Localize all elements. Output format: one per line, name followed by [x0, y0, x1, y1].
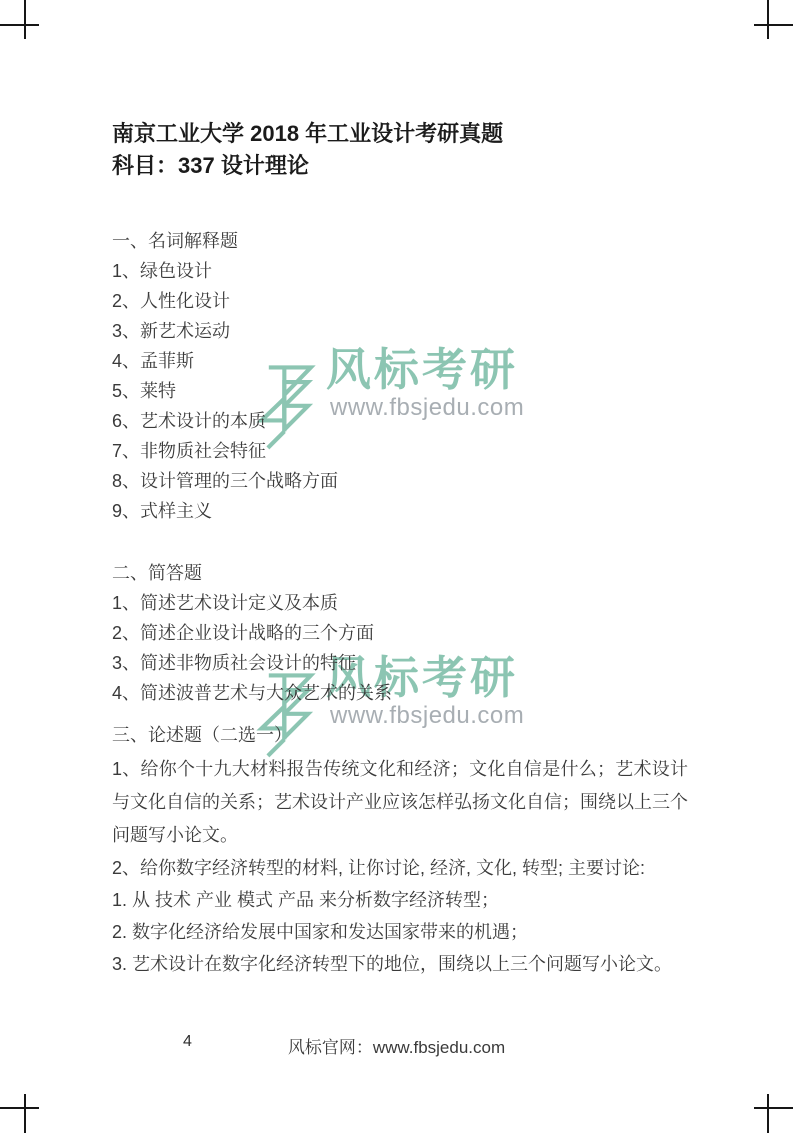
section-heading: 二、简答题 [112, 563, 202, 583]
essay-question-2-point-3: 3. 艺术设计在数字化经济转型下的地位，围绕以上三个问题写小论文。 [112, 954, 673, 974]
question-item: 3、简述非物质社会设计的特征 [112, 653, 357, 673]
title-line-2: 科目：337 设计理论 [112, 153, 309, 178]
page-number: 4 [183, 1033, 192, 1050]
watermark-url-text: www.fbsjedu.com [330, 394, 525, 421]
essay-question-2: 2、给你数字经济转型的材料, 让你讨论, 经济, 文化, 转型; 主要讨论: [112, 858, 646, 878]
document-title [112, 118, 688, 182]
question-item: 6、艺术设计的本质 [112, 411, 267, 431]
question-item: 4、简述波普艺术与大众艺术的关系 [112, 683, 393, 703]
question-item: 1、绿色设计 [112, 261, 213, 281]
question-item: 2、简述企业设计战略的三个方面 [112, 623, 375, 643]
section-heading: 一、名词解释题 [112, 231, 238, 251]
essay-question-2-point-1: 1. 从 技术 产业 模式 产品 来分析数字经济转型； [112, 890, 500, 910]
watermark-brand-text: 风标考研 [326, 344, 519, 395]
essay-question-2-point-2: 2. 数字化经济给发展中国家和发达国家带来的机遇； [112, 922, 529, 942]
question-item: 2、人性化设计 [112, 291, 231, 311]
question-item: 7、非物质社会特征 [112, 441, 267, 461]
essay-question-1: 1、给你个十九大材料报告传统文化和经济；文化自信是什么；艺术设计与文化自信的关系；艺术设计产业应该怎样弘扬文化自信；围绕以上三个问题写小论文。 [112, 759, 688, 845]
watermark-brand-text: 风标考研 [326, 652, 519, 703]
section-term-explanation [112, 226, 688, 526]
question-item: 4、孟菲斯 [112, 351, 195, 371]
question-item: 9、式样主义 [112, 501, 213, 521]
watermark-url-text: www.fbsjedu.com [330, 702, 525, 729]
question-item: 3、新艺术运动 [112, 321, 231, 341]
question-item: 5、莱特 [112, 381, 177, 401]
section-heading: 三、论述题（二选一） [112, 725, 292, 745]
footer-official-site: 风标官网：www.fbsjedu.com [287, 1038, 506, 1057]
question-item: 1、简述艺术设计定义及本质 [112, 593, 339, 613]
question-item: 8、设计管理的三个战略方面 [112, 471, 339, 491]
section-essay [112, 720, 688, 980]
section-short-answer [112, 558, 688, 708]
title-line-1: 南京工业大学 2018 年工业设计考研真题 [112, 121, 504, 146]
